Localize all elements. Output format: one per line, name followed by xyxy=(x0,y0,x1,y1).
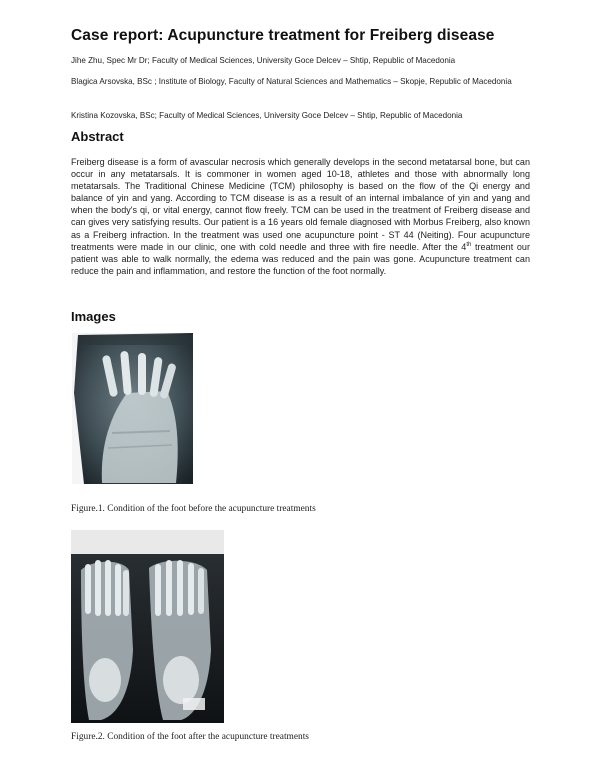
abstract-superscript: th xyxy=(466,241,472,248)
abstract-paragraph xyxy=(71,156,530,277)
xray-foot-after-image xyxy=(71,530,224,723)
figure-1-xray xyxy=(72,333,193,484)
abstract-text-part2: treatment our patient was able to walk normally, the edema was reduced and the pain was gone. Acupuncture treatment can reduce the pain and inflammation, and restore the function of the foot normally. xyxy=(71,241,530,276)
author-1: Jihe Zhu, Spec Mr Dr; Faculty of Medical Sciences, University Goce Delcev – Shtip, Republic of Macedonia xyxy=(71,56,456,65)
author-3: Kristina Kozovska, BSc; Faculty of Medical Sciences, University Goce Delcev – Shtip, Republic of Macedonia xyxy=(71,111,463,120)
paper-title: Case report: Acupuncture treatment for Freiberg disease xyxy=(71,27,495,44)
abstract-text-part1: Freiberg disease is a form of avascular necrosis which generally develops in the second metatarsal bone, but can occur in any metatarsals. It is commoner in women aged 10-18, athletes and those with abnormally long metatarsals. The Traditional Chinese Medicine (TCM) philosophy is based on the flow of the Qi energy and balance of yin and yang. According to TCM disease is as a result of an internal imbalance of yin and yang and when the body's qi, or vital energy, cannot flow freely. TCM can be used in the treatment of Freiberg disease and can gives very satisfying results. Our patient is a 16 years old female diagnosed with Morbus Freiberg, also known as a Freiberg infraction. In the treatment was used one acupuncture point - ST 44 (Neiting). Four acupuncture treatments were made in our clinic, one with cold needle and three with fire needle. After the 4 xyxy=(71,157,530,252)
author-2: Blagica Arsovska, BSc ; Institute of Biology, Faculty of Natural Sciences and Mathematics – Skopje, Republic of Macedonia xyxy=(71,77,512,86)
abstract-heading: Abstract xyxy=(71,129,124,144)
figure-2-caption: Figure.2. Condition of the foot after the acupuncture treatments xyxy=(71,732,309,742)
xray-foot-before-image xyxy=(72,333,193,484)
figure-2-xray xyxy=(71,530,224,723)
images-heading: Images xyxy=(71,309,116,324)
figure-1-caption: Figure.1. Condition of the foot before the acupuncture treatments xyxy=(71,504,316,514)
